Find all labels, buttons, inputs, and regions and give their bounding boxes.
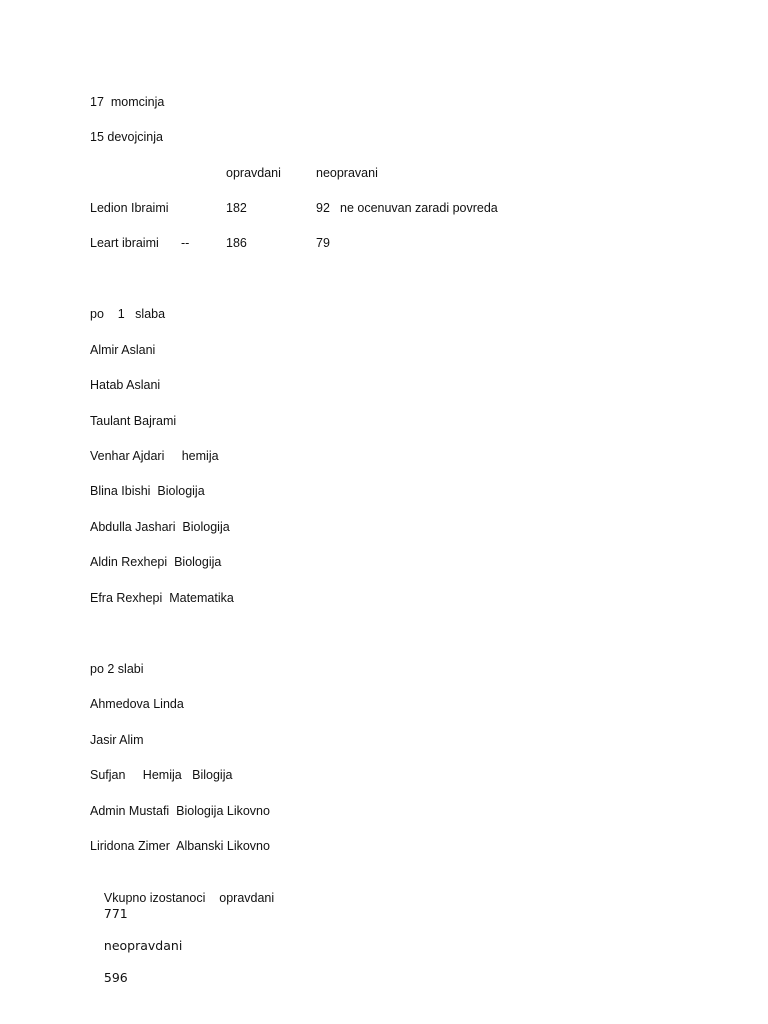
student-name: Leart ibraimi <box>90 236 159 250</box>
total-label: Vkupno izostanoci opravdani <box>103 891 282 905</box>
list-item: Almir Aslani <box>90 343 156 357</box>
list-item: Ahmedova Linda <box>90 697 184 711</box>
header-unjustified: neopravani <box>316 166 378 180</box>
unjustified-count: 79 <box>316 236 330 250</box>
total-unjustified-label: neopravdani <box>103 938 183 953</box>
total-line <box>90 874 281 1002</box>
total-justified-value: 771 <box>103 906 128 921</box>
total-unjustified-value: 596 <box>103 970 128 985</box>
list-item: Efra Rexhepi Matematika <box>90 591 234 605</box>
justified-count: 182 <box>226 201 247 215</box>
list-item: Aldin Rexhepi Biologija <box>90 555 222 569</box>
list-item: Liridona Zimer Albanski Likovno <box>90 839 270 853</box>
list-item: Venhar Ajdari hemija <box>90 449 219 463</box>
list-item: Jasir Alim <box>90 733 144 747</box>
list-item: Blina Ibishi Biologija <box>90 484 205 498</box>
row-dash: -- <box>181 236 190 250</box>
unjustified-count: 92 <box>316 201 330 215</box>
list-item: Hatab Aslani <box>90 378 161 392</box>
student-name: Ledion Ibraimi <box>90 201 169 215</box>
boys-count: 17 momcinja <box>90 95 165 109</box>
list-item: Abdulla Jashari Biologija <box>90 520 230 534</box>
girls-count: 15 devojcinja <box>90 130 163 144</box>
two-failing-heading: po 2 slabi <box>90 662 144 676</box>
justified-count: 186 <box>226 236 247 250</box>
one-failing-heading: po 1 slaba <box>90 307 166 321</box>
list-item: Taulant Bajrami <box>90 414 177 428</box>
header-justified: opravdani <box>226 166 281 180</box>
row-note: ne ocenuvan zaradi povreda <box>340 201 498 215</box>
list-item: Admin Mustafi Biologija Likovno <box>90 804 270 818</box>
list-item: Sufjan Hemija Bilogija <box>90 768 233 782</box>
